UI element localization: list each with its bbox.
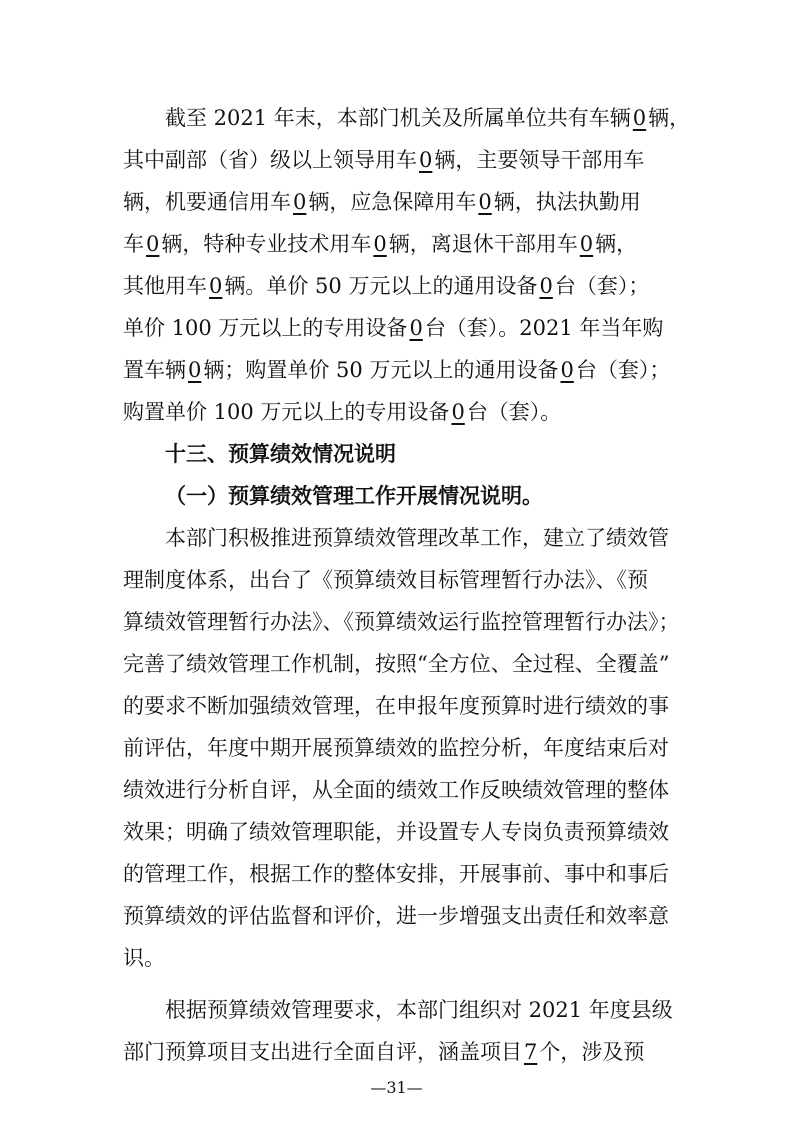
total-vehicles-value: 0 — [632, 106, 647, 130]
paragraph-line: 完善了绩效管理工作机制，按照“全方位、全过程、全覆盖” — [123, 652, 670, 676]
text-segment: 辆。单价 50 万元以上的通用设备 — [224, 274, 538, 298]
paragraph-line: 根据预算绩效管理要求，本部门组织对 2021 年度县级 — [165, 998, 673, 1022]
general-equipment-value: 0 — [539, 274, 553, 298]
text-segment: 单价 100 万元以上的专用设备 — [123, 316, 408, 340]
law-enforcement-vehicles-value: 0 — [146, 232, 160, 256]
text-segment: 辆，主要领导干部用车 — [434, 148, 645, 172]
text-segment: 辆，特种专业技术用车 — [161, 232, 372, 256]
paragraph-line: 前评估，年度中期开展预算绩效的监控分析，年度结束后对 — [123, 736, 669, 760]
text-segment: 部门预算项目支出进行全面自评，涵盖项目 — [123, 1040, 522, 1064]
text-segment: 辆，应急保障用车 — [308, 190, 477, 214]
text-segment: 台（套）。 — [466, 400, 562, 424]
paragraph-line: 绩效进行分析自评，从全面的绩效工作反映绩效管理的整体 — [123, 778, 669, 802]
paragraph-line — [0, 308, 793, 348]
special-vehicles-value: 0 — [373, 232, 387, 256]
paragraph-line — [0, 1032, 793, 1072]
purchased-special-equipment-value: 0 — [451, 400, 465, 424]
paragraph-line: 理制度体系，出台了《预算绩效目标管理暂行办法》、《预 — [123, 568, 648, 592]
paragraph-line — [0, 182, 793, 222]
text-segment: 台（套）。2021 年当年购 — [424, 316, 664, 340]
emergency-vehicles-value: 0 — [478, 190, 492, 214]
text-segment: 个，涉及预 — [539, 1040, 645, 1064]
text-segment: 台（套）； — [575, 358, 671, 382]
section-heading: 十三、预算绩效情况说明 — [165, 442, 396, 466]
text-segment: 其中副部（省）级以上领导用车 — [123, 148, 417, 172]
paragraph-line — [0, 266, 793, 306]
leader-vehicles-value: 0 — [419, 148, 433, 172]
paragraph-line: 预算绩效的评估监督和评价，进一步增强支出责任和效率意 — [123, 904, 669, 928]
purchased-vehicles-value: 0 — [188, 358, 202, 382]
purchased-general-equipment-value: 0 — [560, 358, 574, 382]
retired-vehicles-value: 0 — [579, 232, 594, 256]
text-segment: 辆， — [595, 232, 638, 256]
text-segment: 购置单价 100 万元以上的专用设备 — [123, 400, 450, 424]
paragraph-line: 识。 — [123, 946, 165, 970]
other-vehicles-value: 0 — [209, 274, 223, 298]
paragraph-line: 算绩效管理暂行办法》、《预算绩效运行监控管理暂行办法》； — [123, 610, 680, 634]
paragraph-line — [0, 350, 793, 390]
paragraph-line: 的要求不断加强绩效管理，在申报年度预算时进行绩效的事 — [123, 694, 669, 718]
paragraph-line — [0, 224, 793, 264]
text-segment: 车 — [123, 232, 144, 256]
text-segment: 辆， — [648, 106, 691, 130]
subsection-heading: （一）预算绩效管理工作开展情况说明。 — [165, 483, 543, 508]
text-segment: 辆；购置单价 50 万元以上的通用设备 — [203, 358, 559, 382]
paragraph-line — [0, 140, 793, 180]
text-segment: 置车辆 — [123, 358, 186, 382]
paragraph-line — [0, 392, 793, 432]
paragraph-line — [0, 98, 793, 138]
text-segment: 截至 2021 年末，本部门机关及所属单位共有车辆 — [165, 106, 631, 130]
paragraph-line: 本部门积极推进预算绩效管理改革工作，建立了绩效管 — [165, 526, 669, 550]
confidential-vehicles-value: 0 — [293, 190, 307, 214]
text-segment: 辆，机要通信用车 — [123, 190, 291, 214]
text-segment: 辆，离退休干部用车 — [388, 232, 578, 256]
text-segment: 辆，执法执勤用 — [493, 190, 641, 214]
special-equipment-value: 0 — [409, 316, 423, 340]
project-count-value: 7 — [524, 1040, 538, 1064]
paragraph-line: 效果；明确了绩效管理职能，并设置专人专岗负责预算绩效 — [123, 820, 669, 844]
paragraph-line: 的管理工作，根据工作的整体安排，开展事前、事中和事后 — [123, 862, 669, 886]
text-segment: 其他用车 — [123, 274, 207, 298]
page-number: —31— — [370, 1078, 423, 1097]
text-segment: 台（套）； — [554, 274, 650, 298]
